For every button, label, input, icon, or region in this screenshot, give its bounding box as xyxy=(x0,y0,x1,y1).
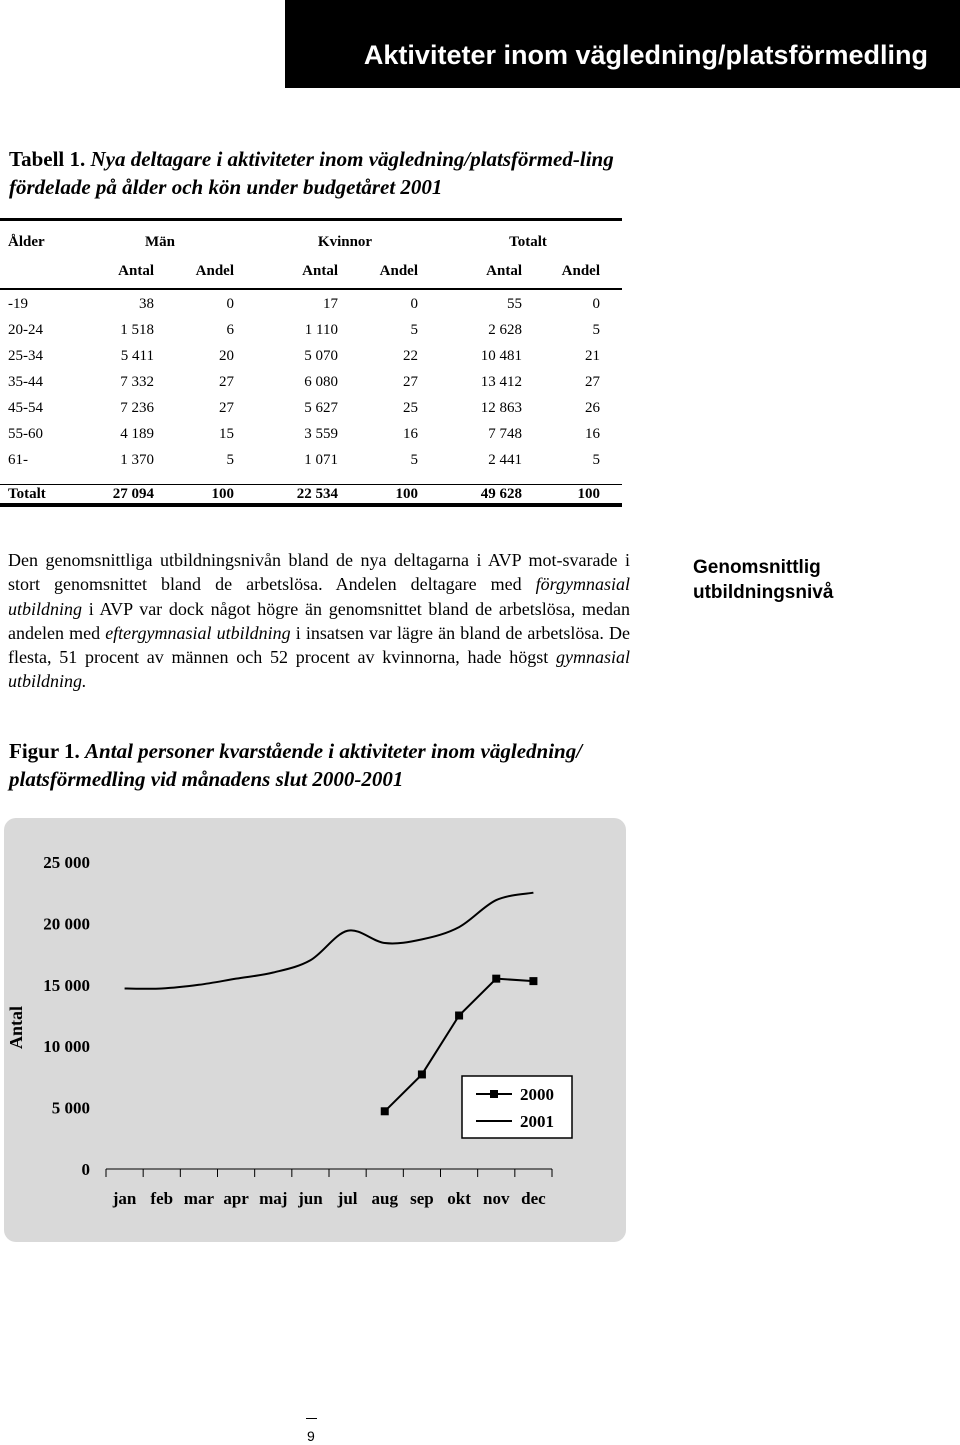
legend-label-2000: 2000 xyxy=(520,1085,554,1104)
total-row-total-count: 49 628 xyxy=(480,486,522,502)
paragraph-text-2: i AVP var dock något högre än genomsnittet bland de arbetslösa, medan andelen med xyxy=(8,598,630,643)
table-total-rule xyxy=(0,484,622,485)
table-cell-women-share: 25 xyxy=(403,400,418,416)
table-bottom-rule xyxy=(0,505,622,507)
table-cell-women-share: 16 xyxy=(403,426,418,442)
table-top-rule xyxy=(0,218,622,221)
data-point-2000 xyxy=(418,1070,426,1078)
table-cell-men-share: 27 xyxy=(219,400,234,416)
page-number-rule xyxy=(306,1418,317,1419)
table-cell-total-share: 16 xyxy=(585,426,600,442)
table-cell-age: 45-54 xyxy=(8,400,43,416)
side-heading-line-2: utbildningsnivå xyxy=(693,582,834,603)
table-cell-women-share: 0 xyxy=(410,296,418,312)
table-cell-total-count: 2 441 xyxy=(488,452,522,468)
paragraph-emphasis-3: gymnasial utbildning. xyxy=(8,647,630,692)
table-cell-total-share: 5 xyxy=(592,322,600,338)
table-cell-age: 20-24 xyxy=(8,322,43,338)
header-age: Ålder xyxy=(8,234,45,250)
x-tick-label: dec xyxy=(521,1189,546,1208)
table-cell-total-count: 13 412 xyxy=(480,374,522,390)
paragraph-emphasis-1: förgymnasial utbildning xyxy=(8,574,630,619)
table-caption-number: Tabell 1. xyxy=(9,147,86,171)
figure-caption-title: Antal personer kvarstående i aktiviteter inom vägledning/ platsförmedling vid månadens slut 2000-2001 xyxy=(9,739,583,791)
table-cell-men-count: 38 xyxy=(139,296,154,312)
table-cell-total-count: 7 748 xyxy=(488,426,522,442)
table-cell-women-share: 22 xyxy=(403,348,418,364)
page-header-title: Aktiviteter inom vägledning/platsförmedling xyxy=(363,40,928,70)
figure-caption xyxy=(9,737,649,793)
table-cell-women-count: 1 110 xyxy=(304,322,338,338)
table-cell-total-share: 5 xyxy=(592,452,600,468)
table-cell-total-count: 55 xyxy=(507,296,522,312)
total-row-women-share: 100 xyxy=(395,486,418,502)
total-row-women-count: 22 534 xyxy=(296,486,338,502)
table-cell-women-share: 27 xyxy=(403,374,418,390)
side-heading-line-1: Genomsnittlig xyxy=(693,557,821,578)
legend-marker-2000 xyxy=(490,1090,498,1098)
series-line-2001 xyxy=(125,893,534,989)
x-tick-label: maj xyxy=(259,1189,288,1208)
table-cell-total-count: 10 481 xyxy=(480,348,522,364)
table-cell-total-share: 26 xyxy=(585,400,600,416)
data-point-2000 xyxy=(455,1012,463,1020)
data-point-2000 xyxy=(492,975,500,983)
table-cell-men-count: 7 332 xyxy=(120,374,154,390)
subheader-total-share: Andel xyxy=(561,263,600,279)
table-cell-age: 35-44 xyxy=(8,374,43,390)
x-tick-label: jan xyxy=(112,1189,137,1208)
y-tick-label: 15 000 xyxy=(43,975,90,995)
table-cell-men-count: 5 411 xyxy=(120,348,154,364)
legend-box xyxy=(462,1076,572,1138)
table-cell-total-share: 27 xyxy=(585,374,600,390)
table-cell-women-share: 5 xyxy=(410,452,418,468)
table-cell-women-count: 5 070 xyxy=(304,348,338,364)
paragraph-emphasis-2: eftergymnasial utbildning xyxy=(105,622,291,643)
header-women: Kvinnor xyxy=(317,234,373,250)
data-point-2000 xyxy=(381,1107,389,1115)
y-tick-label: 5 000 xyxy=(51,1098,90,1118)
line-chart xyxy=(0,818,640,1248)
table-cell-men-share: 15 xyxy=(219,426,234,442)
total-row-men-share: 100 xyxy=(211,486,234,502)
table-cell-age: -19 xyxy=(8,296,28,312)
subheader-women-share: Andel xyxy=(379,263,418,279)
x-tick-label: sep xyxy=(410,1189,434,1208)
table-cell-men-share: 27 xyxy=(219,374,234,390)
x-tick-label: apr xyxy=(223,1189,249,1208)
table-caption xyxy=(9,145,649,201)
x-tick-label: feb xyxy=(150,1189,174,1208)
subheader-total-count: Antal xyxy=(486,263,522,279)
table-cell-women-count: 6 080 xyxy=(304,374,338,390)
table-header-rule xyxy=(0,288,622,290)
header-total: Totalt xyxy=(509,234,547,250)
subheader-men-count: Antal xyxy=(118,263,154,279)
table-cell-total-share: 0 xyxy=(592,296,600,312)
page-number: 9 xyxy=(307,1428,315,1444)
x-tick-label: mar xyxy=(183,1189,215,1208)
paragraph-text-1: Den genomsnittliga utbildningsnivån bland de nya deltagarna i AVP mot-svarade i stort genomsnittet bland de arbetslösa. Andelen deltagare med xyxy=(8,550,630,595)
paragraph-text-3: i insatsen var lägre än bland de arbetslösa. De flesta, 51 procent av männen och 52 procent av kvinnorna, hade högst xyxy=(8,622,630,668)
total-row-total-share: 100 xyxy=(577,486,600,502)
table-cell-women-share: 5 xyxy=(410,322,418,338)
table-cell-women-count: 3 559 xyxy=(304,426,338,442)
table-cell-men-count: 1 518 xyxy=(120,322,154,338)
y-tick-label: 25 000 xyxy=(43,853,90,872)
table-cell-women-count: 5 627 xyxy=(304,400,338,416)
total-row-men-count: 27 094 xyxy=(112,486,154,502)
table-cell-total-count: 12 863 xyxy=(480,400,522,416)
table-cell-men-share: 5 xyxy=(226,452,234,468)
legend-label-2001: 2001 xyxy=(520,1112,554,1131)
table-cell-men-share: 20 xyxy=(219,348,234,364)
data-point-2000 xyxy=(529,977,537,985)
y-tick-label: 0 xyxy=(81,1160,90,1179)
x-tick-label: aug xyxy=(371,1189,398,1208)
total-row-age: Totalt xyxy=(8,486,46,502)
table-caption-title: Nya deltagare i aktiviteter inom vägledning/platsförmed-ling fördelade på ålder och kön under budgetåret 2001 xyxy=(9,147,614,199)
x-tick-label: nov xyxy=(483,1189,510,1208)
table-cell-age: 25-34 xyxy=(8,348,43,364)
table-cell-men-count: 7 236 xyxy=(120,400,154,416)
x-tick-label: jun xyxy=(298,1189,323,1208)
table-cell-age: 61- xyxy=(8,452,28,468)
subheader-women-count: Antal xyxy=(302,263,338,279)
header-men: Män xyxy=(145,234,175,250)
table-cell-total-count: 2 628 xyxy=(488,322,522,338)
table-cell-men-share: 0 xyxy=(226,296,234,312)
y-tick-label: 10 000 xyxy=(43,1037,90,1057)
table-cell-women-count: 1 071 xyxy=(304,452,338,468)
table-cell-men-share: 6 xyxy=(226,322,234,338)
y-tick-label: 20 000 xyxy=(43,914,90,934)
x-tick-label: okt xyxy=(447,1189,471,1208)
table-cell-total-share: 21 xyxy=(585,348,600,364)
subheader-men-share: Andel xyxy=(195,263,234,279)
table-cell-men-count: 1 370 xyxy=(120,452,154,468)
side-heading xyxy=(693,555,833,605)
body-paragraph xyxy=(8,548,630,694)
y-axis-label: Antal xyxy=(6,1005,26,1050)
x-tick-label: jul xyxy=(337,1189,358,1208)
figure-caption-number: Figur 1. xyxy=(9,739,80,763)
table-cell-women-count: 17 xyxy=(323,296,338,312)
table-cell-age: 55-60 xyxy=(8,426,43,442)
table-cell-men-count: 4 189 xyxy=(120,426,154,442)
